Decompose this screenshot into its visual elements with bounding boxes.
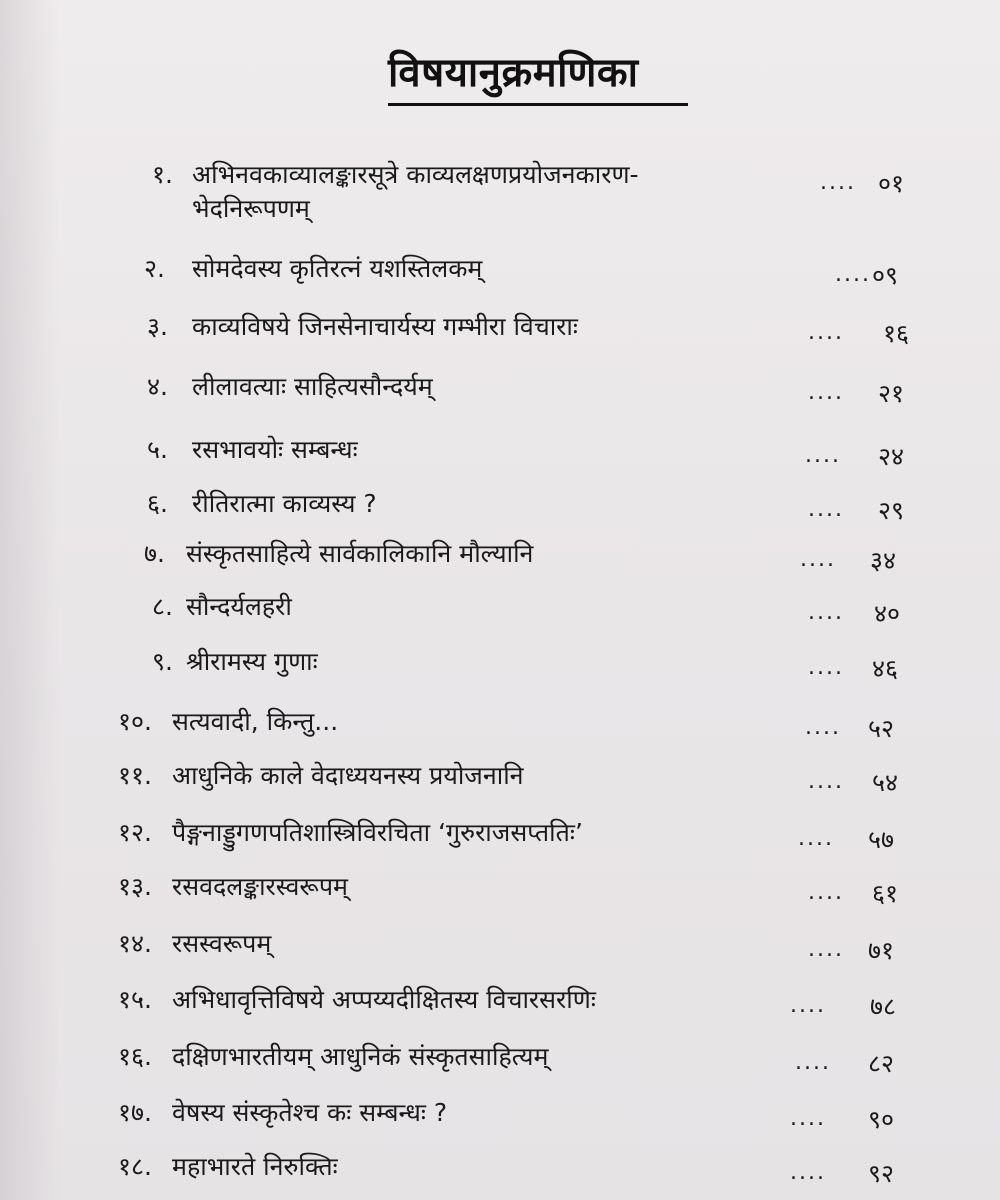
toc-entry-title: महाभारते निरुक्तिः <box>172 1152 338 1181</box>
toc-entry <box>0 927 1000 967</box>
toc-entry-leader-dots: .... <box>795 1050 831 1075</box>
toc-entry-leader-dots: .... <box>790 1160 826 1185</box>
toc-entry-page-number: २९ <box>878 496 905 525</box>
toc-entry-page-number: १६ <box>883 319 910 348</box>
toc-entry <box>0 252 1000 292</box>
toc-entry <box>0 816 1000 856</box>
toc-entry-page-number: ४० <box>874 599 901 628</box>
toc-entry-leader-dots: .... <box>808 655 844 680</box>
toc-entry <box>0 537 1000 577</box>
toc-entry <box>0 705 1000 745</box>
toc-entry-page-number: ०९ <box>872 261 899 290</box>
toc-entry <box>0 1096 1000 1136</box>
toc-entry-title: रसभावयोः सम्बन्धः <box>192 435 358 464</box>
toc-entry-title: पैङ्गनाड्डुगणपतिशास्त्रिविरचिता ‘गुरुराजसप्ततिः’ <box>172 818 583 847</box>
toc-entry-number: ८. <box>152 592 173 621</box>
toc-entry-number: १. <box>152 160 173 189</box>
toc-entry-number: १२. <box>118 818 152 847</box>
toc-entry-number: ९. <box>152 647 173 676</box>
toc-entry-title: रीतिरात्मा काव्यस्य ? <box>192 489 377 518</box>
toc-entry-page-number: ६१ <box>872 879 899 908</box>
toc-entry-leader-dots: .... <box>808 380 844 405</box>
toc-entry-leader-dots: .... <box>808 769 844 794</box>
toc-entry-leader-dots: .... <box>808 497 844 522</box>
toc-entry-title: संस्कृतसाहित्ये सार्वकालिकानि मौल्यानि <box>186 539 534 568</box>
toc-entry-leader-dots: .... <box>805 715 841 740</box>
toc-entry <box>0 433 1000 473</box>
toc-entry-number: १३. <box>118 872 152 901</box>
toc-entry-page-number: ५४ <box>872 768 899 797</box>
toc-entry-page-number: ५२ <box>868 714 895 743</box>
toc-entry-title: सोमदेवस्य कृतिरत्नं यशस्तिलकम् <box>192 254 483 283</box>
toc-entry-number: १६. <box>118 1042 152 1071</box>
toc-entry-number: ७. <box>144 539 165 568</box>
toc-entry-number: ४. <box>147 372 168 401</box>
toc-entry-page-number: ५७ <box>868 825 895 854</box>
toc-entry-leader-dots: .... <box>790 993 826 1018</box>
toc-entry-leader-dots: .... <box>820 170 856 195</box>
toc-entry-page-number: ८२ <box>868 1049 895 1078</box>
toc-entry <box>0 487 1000 527</box>
toc-entry-title: काव्यविषये जिनसेनाचार्यस्य गम्भीरा विचाराः <box>192 312 578 341</box>
toc-entry-title-continued: भेदनिरूपणम् <box>192 194 310 223</box>
toc-entry-leader-dots: .... <box>835 262 871 287</box>
toc-entry-leader-dots: .... <box>808 320 844 345</box>
toc-entry-page-number: २१ <box>878 379 905 408</box>
toc-entry-page-number: २४ <box>878 442 905 471</box>
toc-entry-page-number: ९० <box>868 1105 895 1134</box>
toc-entry-leader-dots: .... <box>800 547 836 572</box>
toc-entry-number: ३. <box>147 312 168 341</box>
toc-entry <box>0 1040 1000 1080</box>
toc-entry <box>0 1150 1000 1190</box>
toc-entry-leader-dots: .... <box>808 600 844 625</box>
toc-entry-title: अभिधावृत्तिविषये अप्पय्यदीक्षितस्य विचारसरणिः <box>172 985 596 1014</box>
toc-entry-leader-dots: .... <box>805 443 841 468</box>
toc-entry <box>0 158 1000 234</box>
toc-entry-number: १५. <box>118 985 152 1014</box>
toc-entry-number: १०. <box>118 707 152 736</box>
toc-entry-page-number: ०१ <box>878 169 905 198</box>
toc-entry-title: अभिनवकाव्यालङ्कारसूत्रे काव्यलक्षणप्रयोजनकारण- <box>192 160 639 189</box>
toc-entry-number: २. <box>144 254 165 283</box>
toc-entry <box>0 310 1000 350</box>
toc-entry-title: लीलावत्याः साहित्यसौन्दर्यम् <box>192 372 433 401</box>
toc-entry <box>0 870 1000 910</box>
toc-entry-leader-dots: .... <box>798 826 834 851</box>
toc-entry-page-number: ४६ <box>872 654 899 683</box>
toc-entry-leader-dots: .... <box>790 1106 826 1131</box>
toc-entry-title: वेषस्य संस्कृतेश्च कः सम्बन्धः ? <box>172 1098 448 1127</box>
toc-entry-page-number: ७१ <box>868 936 895 965</box>
toc-entry-page-number: ९२ <box>868 1159 895 1188</box>
toc-entry-title: सौन्दर्यलहरी <box>186 592 292 621</box>
toc-entry <box>0 645 1000 685</box>
toc-entry-number: ११. <box>118 761 152 790</box>
toc-entry-title: दक्षिणभारतीयम् आधुनिकं संस्कृतसाहित्यम् <box>172 1042 549 1071</box>
toc-entry-leader-dots: .... <box>808 880 844 905</box>
toc-entry-leader-dots: .... <box>808 937 844 962</box>
toc-entry-title: आधुनिके काले वेदाध्ययनस्य प्रयोजनानि <box>172 761 524 790</box>
toc-entry-number: १८. <box>118 1152 152 1181</box>
page-title: विषयानुक्रमणिका <box>388 50 639 96</box>
toc-entry-page-number: ७८ <box>870 992 897 1021</box>
toc-entry-page-number: ३४ <box>870 546 897 575</box>
toc-entry-number: १४. <box>118 929 152 958</box>
toc-entry <box>0 590 1000 630</box>
toc-entry-title: सत्यवादी, किन्तु... <box>172 707 339 736</box>
toc-entry <box>0 370 1000 410</box>
toc-entry <box>0 983 1000 1023</box>
toc-entry-number: ५. <box>147 435 168 464</box>
toc-entry-number: १७. <box>118 1098 152 1127</box>
toc-entry-title: रसवदलङ्कारस्वरूपम् <box>172 872 348 901</box>
toc-entry <box>0 759 1000 799</box>
toc-entry-title: रसस्वरूपम् <box>172 929 272 958</box>
toc-entry-number: ६. <box>147 489 168 518</box>
toc-entry-title: श्रीरामस्य गुणाः <box>186 647 318 676</box>
